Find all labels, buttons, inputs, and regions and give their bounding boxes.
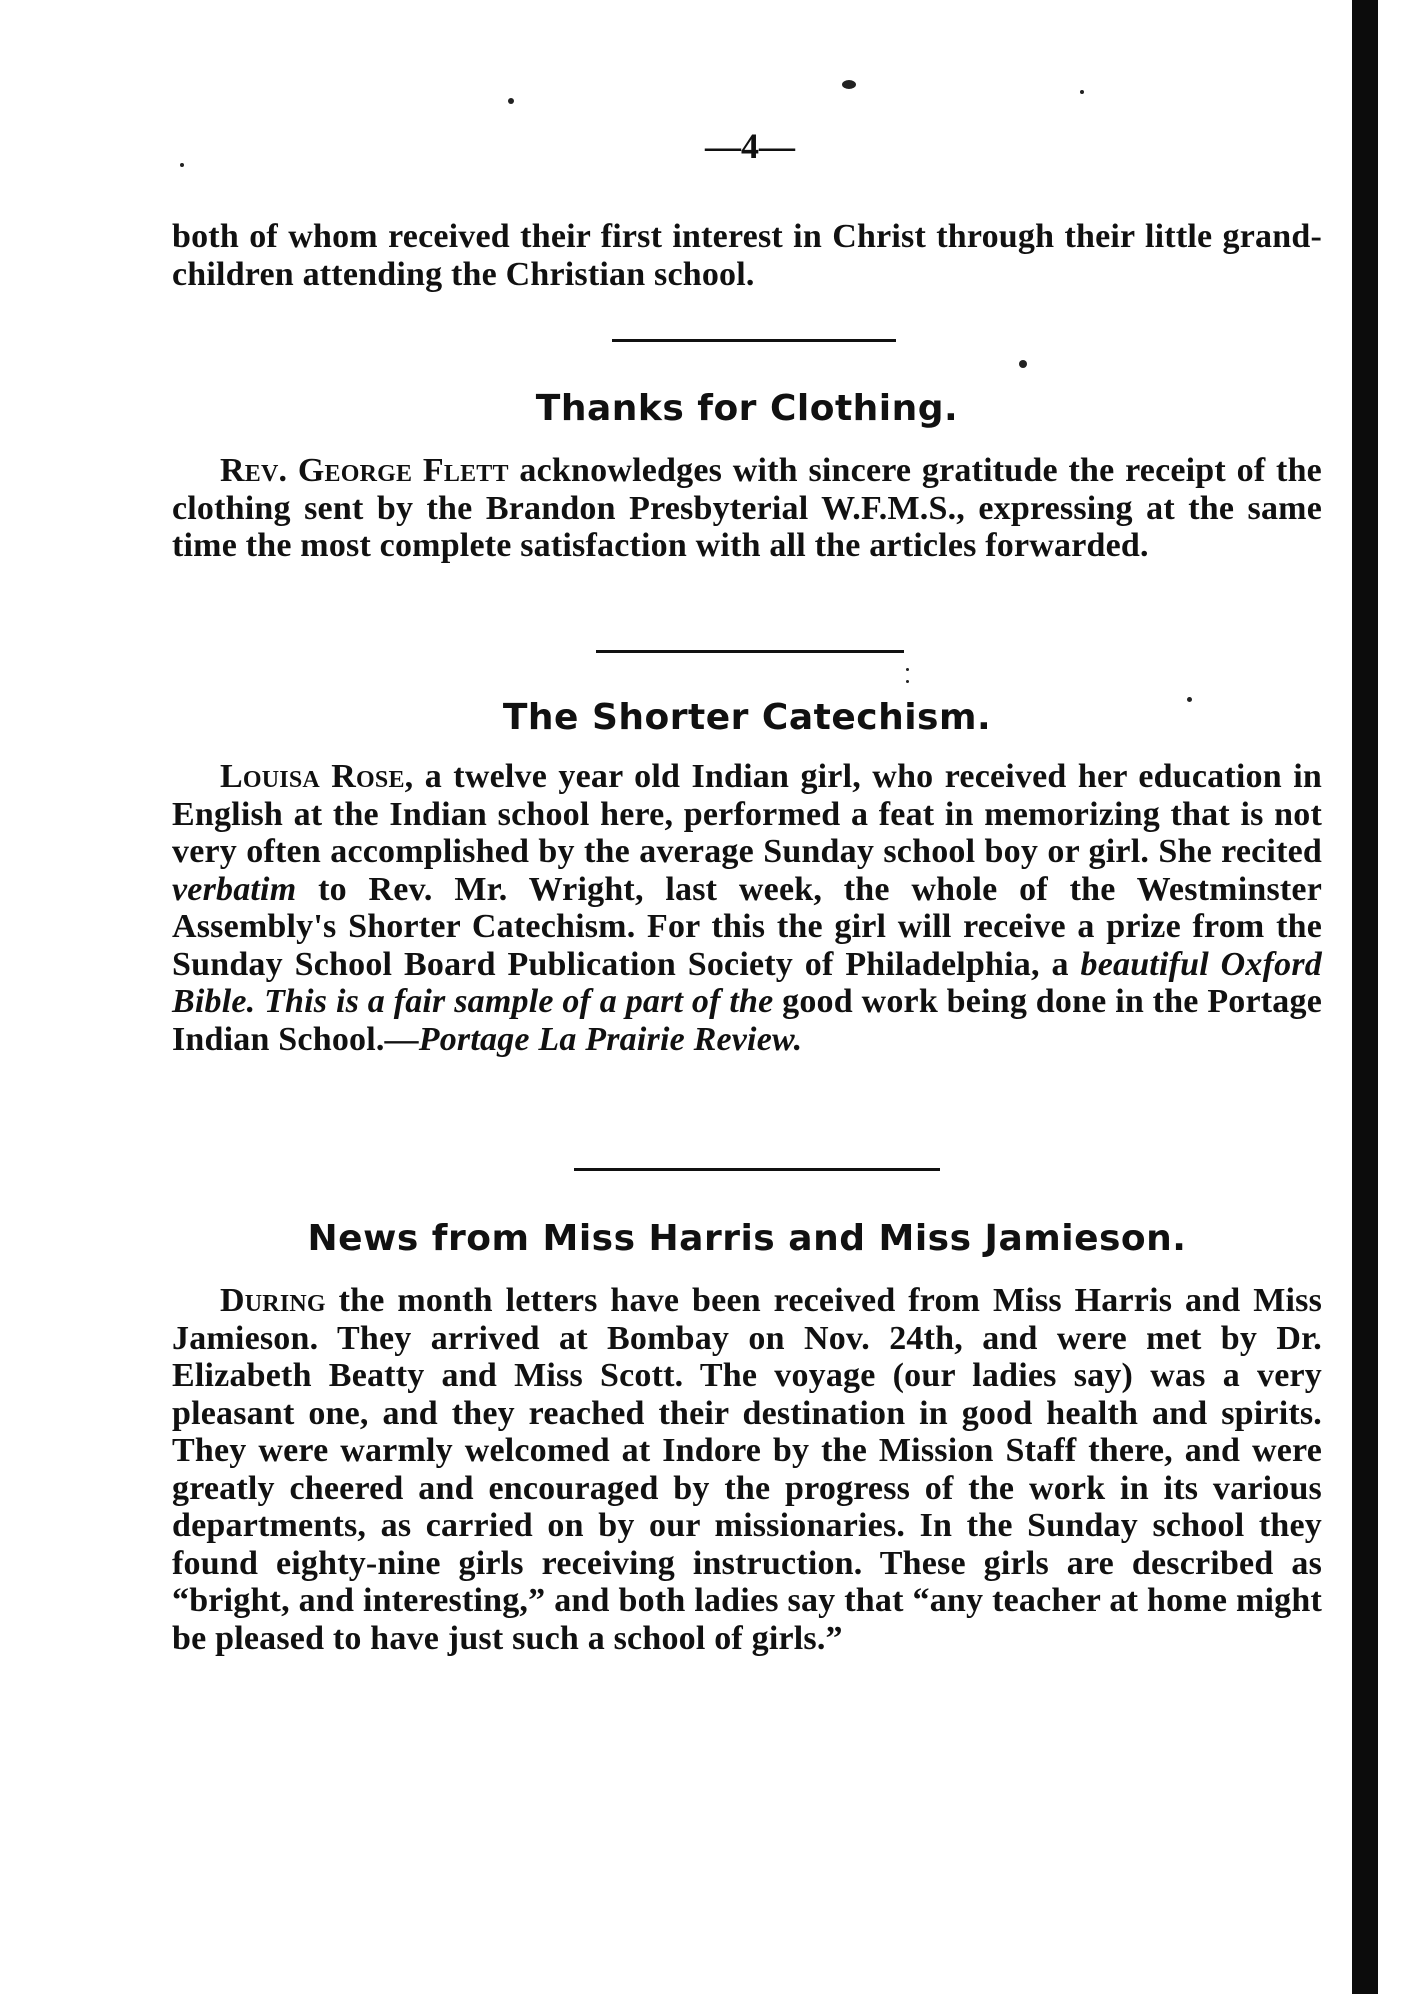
paragraph-text: good work being done in the Portage Indian School.— <box>172 983 1322 1058</box>
paragraph-text: to Rev. Mr. Wright, last week, the whole of the Westminster Assembly's Shorter Catechism. For this the girl will receive a prize from the Sunday School Board Publication Society of Philadelphia, a <box>172 870 1322 983</box>
page-number: —4— <box>705 126 795 166</box>
section-paragraph <box>172 1282 1322 1657</box>
continuation-paragraph: both of whom received their first interest in Christ through their little grand-children attending the Christian school. <box>172 218 1322 293</box>
section-heading-news-from-miss-harris: News from Miss Harris and Miss Jamieson. <box>307 1218 1187 1259</box>
section-body-news-from-miss-harris <box>172 1282 1322 1657</box>
scan-speck <box>508 98 514 104</box>
section-paragraph <box>172 452 1322 565</box>
lead-name: Rev. George Flett <box>220 452 509 489</box>
lead-name: Louisa Rose <box>220 758 405 795</box>
section-divider <box>596 650 904 653</box>
scan-speck <box>180 163 184 167</box>
source-citation: Portage La Prairie Review. <box>418 1020 803 1058</box>
scan-edge-bar <box>1352 0 1378 1994</box>
section-body-shorter-catechism <box>172 758 1322 1058</box>
section-divider <box>612 339 896 342</box>
paragraph-text: , a twelve year old Indian girl, who received her education in English at the Indian school here, performed a feat in memorizing that is not very often accomplished by the average Sunday school boy or girl. She recited <box>172 758 1322 870</box>
scan-speck <box>906 680 909 683</box>
scan-speck <box>1080 90 1084 94</box>
section-heading-shorter-catechism: The Shorter Catechism. <box>502 697 992 738</box>
lead-word: During <box>220 1282 326 1319</box>
scan-speck <box>1019 360 1027 368</box>
section-body-thanks-for-clothing <box>172 452 1322 565</box>
section-heading-thanks-for-clothing: Thanks for Clothing. <box>535 388 959 429</box>
section-divider <box>574 1168 940 1171</box>
paragraph-text: acknowledges with sincere gratitude the receipt of the clothing sent by the Brandon Presbyterial W.F.M.S., expressing at the same time the most complete satisfaction with all the articles forwarded. <box>172 452 1322 564</box>
scan-speck <box>906 668 909 671</box>
section-paragraph <box>172 758 1322 1058</box>
italic-word: verbatim <box>172 870 297 908</box>
italic-text: beautiful Oxford Bible. This is a fair sample of a part of the <box>172 945 1322 1020</box>
paragraph-text: the month letters have been received from Miss Harris and Miss Jamieson. They arrived at Bombay on Nov. 24th, and were met by Dr. Elizabeth Beatty and Miss Scott. The voyage (our ladies say) was a very pleasant one, and they reached their destination in good health and spirits. They were warmly welcomed at Indore by the Mission Staff there, and were greatly cheered and encouraged by the progress of the work in its various departments, as carried on by our missionaries. In the Sunday school they found eighty-nine girls receiving instruction. These girls are described as “bright, and interesting,” and both ladies say that “any teacher at home might be pleased to have just such a school of girls.” <box>172 1282 1322 1657</box>
continuation-block <box>172 218 1322 293</box>
scan-speck <box>842 80 856 89</box>
